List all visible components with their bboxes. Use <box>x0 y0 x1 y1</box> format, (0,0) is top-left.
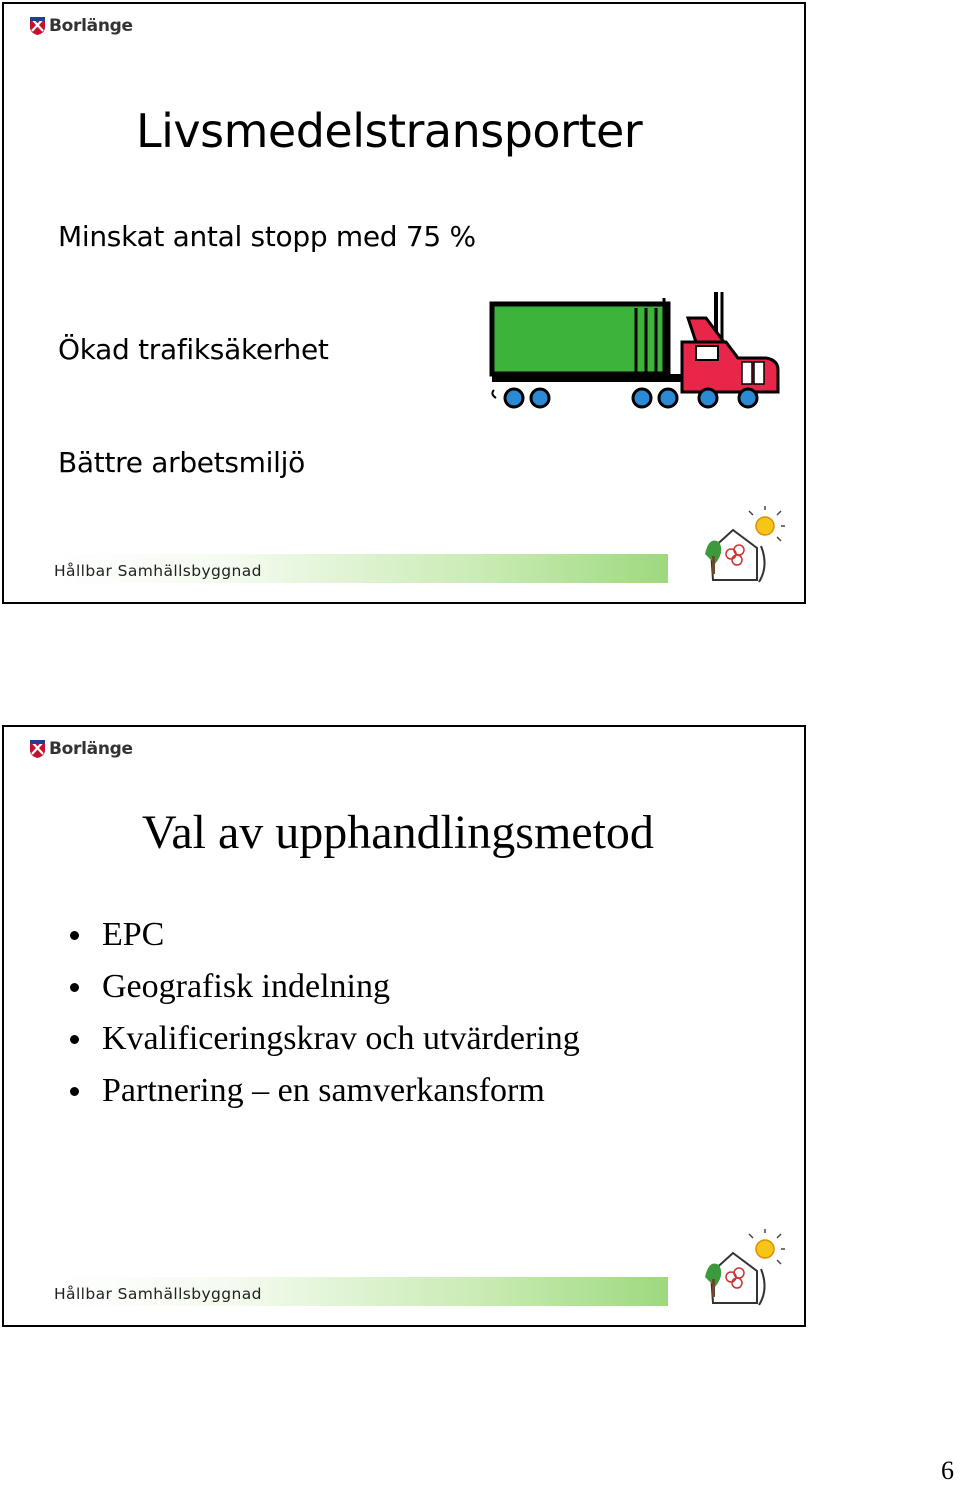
bullet-icon <box>70 983 79 992</box>
slide-2 <box>2 725 806 1327</box>
house-sun-logo <box>699 1229 785 1307</box>
bullet-icon <box>70 1087 79 1096</box>
text-line: Minskat antal stopp med 75 % <box>58 220 476 253</box>
slide-title: Val av upphandlingsmetod <box>142 806 654 859</box>
bullet-text: Kvalificeringskrav och utvärdering <box>102 1020 580 1057</box>
footer-text: Hållbar Samhällsbyggnad <box>54 562 262 580</box>
slide-title: Livsmedelstransporter <box>136 104 643 158</box>
bullet-list <box>70 909 580 1117</box>
crest-icon <box>30 740 45 758</box>
crest-icon <box>30 17 45 35</box>
truck-illustration <box>486 288 786 412</box>
text-line: Ökad trafiksäkerhet <box>58 333 329 366</box>
page-number: 6 <box>941 1456 954 1485</box>
borlange-logo <box>30 16 133 36</box>
bullet-icon <box>70 931 79 940</box>
bullet-item <box>70 961 580 1013</box>
bullet-text: Geografisk indelning <box>102 968 390 1005</box>
logo-text: Borlänge <box>49 16 133 36</box>
text-line: Bättre arbetsmiljö <box>58 446 305 479</box>
bullet-item <box>70 1065 580 1117</box>
bullet-item <box>70 1013 580 1065</box>
logo-text: Borlänge <box>49 739 133 759</box>
borlange-logo <box>30 739 133 759</box>
house-sun-logo <box>699 506 785 584</box>
bullet-text: Partnering – en samverkansform <box>102 1072 545 1109</box>
bullet-text: EPC <box>102 916 165 953</box>
bullet-icon <box>70 1035 79 1044</box>
bullet-item <box>70 909 580 961</box>
slide-1 <box>2 2 806 604</box>
footer-text: Hållbar Samhällsbyggnad <box>54 1285 262 1303</box>
